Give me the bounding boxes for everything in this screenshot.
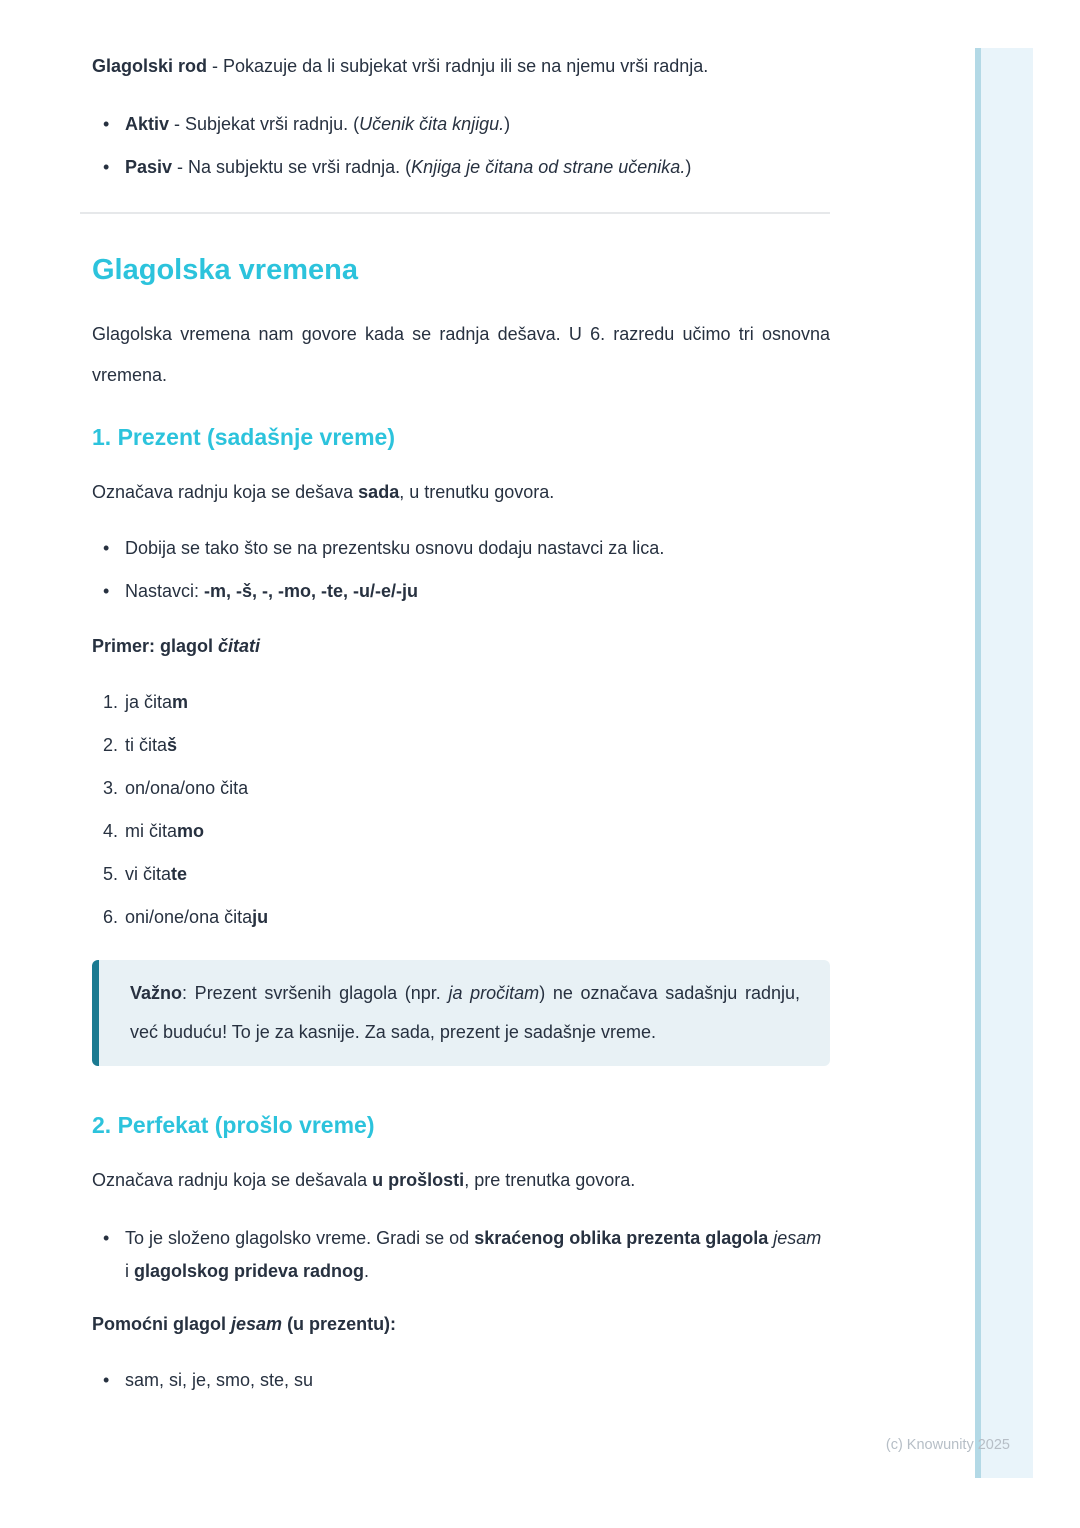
list-item-text: sam, si, je, smo, ste, su: [125, 1370, 314, 1390]
list-number: 2.: [103, 735, 119, 755]
perf-mid: i: [125, 1261, 134, 1281]
voice-close: ): [504, 114, 511, 134]
list-number: 1.: [103, 692, 119, 712]
list-number: 4.: [103, 821, 119, 841]
conjugation-list: [92, 688, 830, 932]
list-number: 3.: [103, 778, 119, 798]
list-item-text: [125, 577, 830, 606]
list-item-text: Dobija se tako što se na prezentsku osnovu dodaju nastavci za lica.: [125, 538, 665, 558]
perf-bold2: glagolskog prideva radnog: [134, 1261, 365, 1281]
decorative-side-strip: [975, 48, 1033, 1478]
voice-close: ): [685, 157, 692, 177]
bullet-icon: •: [103, 1370, 110, 1390]
bullet-icon: •: [103, 581, 110, 601]
conjugation-item: [92, 731, 830, 760]
conjugation-text: [125, 774, 830, 803]
verb-stem: on/ona/ono čita: [125, 778, 249, 798]
list-item-text: [125, 1222, 830, 1288]
bullet-icon: •: [103, 538, 110, 558]
voice-example: Knjiga je čitana od strane učenika.: [411, 157, 686, 177]
voice-desc: - Na subjektu se vrši radnja. (: [172, 157, 412, 177]
verb-stem: ja čita: [125, 692, 173, 712]
list-item-text: [125, 153, 830, 182]
list-item: [92, 534, 830, 563]
bullet-icon: •: [103, 157, 110, 177]
prezent-bullet-list: [92, 534, 830, 606]
desc-post: , u trenutku govora.: [399, 482, 555, 502]
conjugation-text: [125, 817, 830, 846]
aux-label-pre: Pomoćni glagol: [92, 1314, 232, 1334]
callout-example: ja pročitam: [448, 983, 540, 1003]
verb-stem: vi čita: [125, 864, 172, 884]
list-item-text: [125, 110, 830, 139]
voice-example: Učenik čita knjigu.: [359, 114, 505, 134]
desc-pre: Označava radnju koja se dešavala: [92, 1170, 373, 1190]
section-divider: [80, 212, 830, 214]
intro-definition-text: - Pokazuje da li subjekat vrši radnju ili se na njemu vrši radnja.: [207, 56, 709, 76]
example-label: [92, 632, 830, 660]
copyright-notice: (c) Knowunity 2025: [885, 1437, 1010, 1453]
perfekat-description: [92, 1166, 830, 1194]
desc-post: , pre trenutka govora.: [464, 1170, 636, 1190]
bullet-icon: •: [103, 1228, 110, 1248]
verb-ending: š: [167, 735, 178, 755]
document-content: [92, 52, 830, 1409]
nastavci-endings: -m, -š, -, -mo, -te, -u/-e/-ju: [204, 581, 419, 601]
voice-term: Aktiv: [125, 114, 170, 134]
heading-prezent: 1. Prezent (sadašnje vreme): [92, 424, 395, 450]
page-title: Glagolska vremena: [92, 254, 358, 286]
nastavci-label: Nastavci:: [125, 581, 205, 601]
section-intro: Glagolska vremena nam govore kada se radnja dešava. U 6. razredu učimo tri osnovna vremena.: [92, 324, 830, 385]
list-number: 5.: [103, 864, 119, 884]
important-callout: [92, 960, 830, 1066]
aux-label-jesam: jesam: [231, 1314, 283, 1334]
conjugation-text: [125, 860, 830, 889]
example-verb: čitati: [218, 636, 261, 656]
perf-bold1: skraćenog oblika prezenta glagola: [474, 1228, 769, 1248]
callout-label: Važno: [130, 983, 183, 1003]
perf-jesam: jesam: [768, 1228, 822, 1248]
list-item-aktiv: [92, 110, 830, 139]
intro-term: Glagolski rod: [92, 56, 208, 76]
intro-definition: [92, 52, 830, 80]
conjugation-item: [92, 860, 830, 889]
perf-end: .: [364, 1261, 370, 1281]
list-item-pasiv: [92, 153, 830, 182]
verb-ending: ju: [252, 907, 269, 927]
desc-pre: Označava radnju koja se dešava: [92, 482, 359, 502]
callout-text-post: ) ne označava sadašnju radnju, već buduću! To je za kasnije. Za sada, prezent je sadašnje vreme.: [130, 983, 801, 1042]
list-item: [92, 1366, 830, 1395]
aux-verb-label: [92, 1310, 830, 1338]
perfekat-bullet-list: [92, 1222, 830, 1288]
aux-label-post: (u prezentu):: [282, 1314, 397, 1334]
conjugation-text: [125, 731, 830, 760]
prezent-description: [92, 478, 830, 506]
desc-bold: u prošlosti: [372, 1170, 465, 1190]
list-item: [92, 577, 830, 606]
verb-stem: mi čita: [125, 821, 178, 841]
bullet-icon: •: [103, 114, 110, 134]
example-label-text: Primer: glagol: [92, 636, 219, 656]
verb-stem: oni/one/ona čita: [125, 907, 253, 927]
list-item: [92, 1222, 830, 1288]
voice-list: [92, 110, 830, 182]
verb-stem: ti čita: [125, 735, 168, 755]
perf-pre: To je složeno glagolsko vreme. Gradi se od: [125, 1228, 475, 1248]
conjugation-text: [125, 688, 830, 717]
heading-perfekat: 2. Perfekat (prošlo vreme): [92, 1112, 375, 1138]
conjugation-item: [92, 774, 830, 803]
conjugation-text: [125, 903, 830, 932]
voice-desc: - Subjekat vrši radnju. (: [169, 114, 360, 134]
verb-ending: mo: [177, 821, 205, 841]
verb-ending: m: [172, 692, 189, 712]
conjugation-item: [92, 903, 830, 932]
aux-forms-list: [92, 1366, 830, 1395]
conjugation-item: [92, 817, 830, 846]
voice-term: Pasiv: [125, 157, 173, 177]
verb-ending: te: [171, 864, 188, 884]
desc-bold: sada: [358, 482, 400, 502]
list-number: 6.: [103, 907, 119, 927]
callout-text-pre: : Prezent svršenih glagola (npr.: [182, 983, 449, 1003]
conjugation-item: [92, 688, 830, 717]
